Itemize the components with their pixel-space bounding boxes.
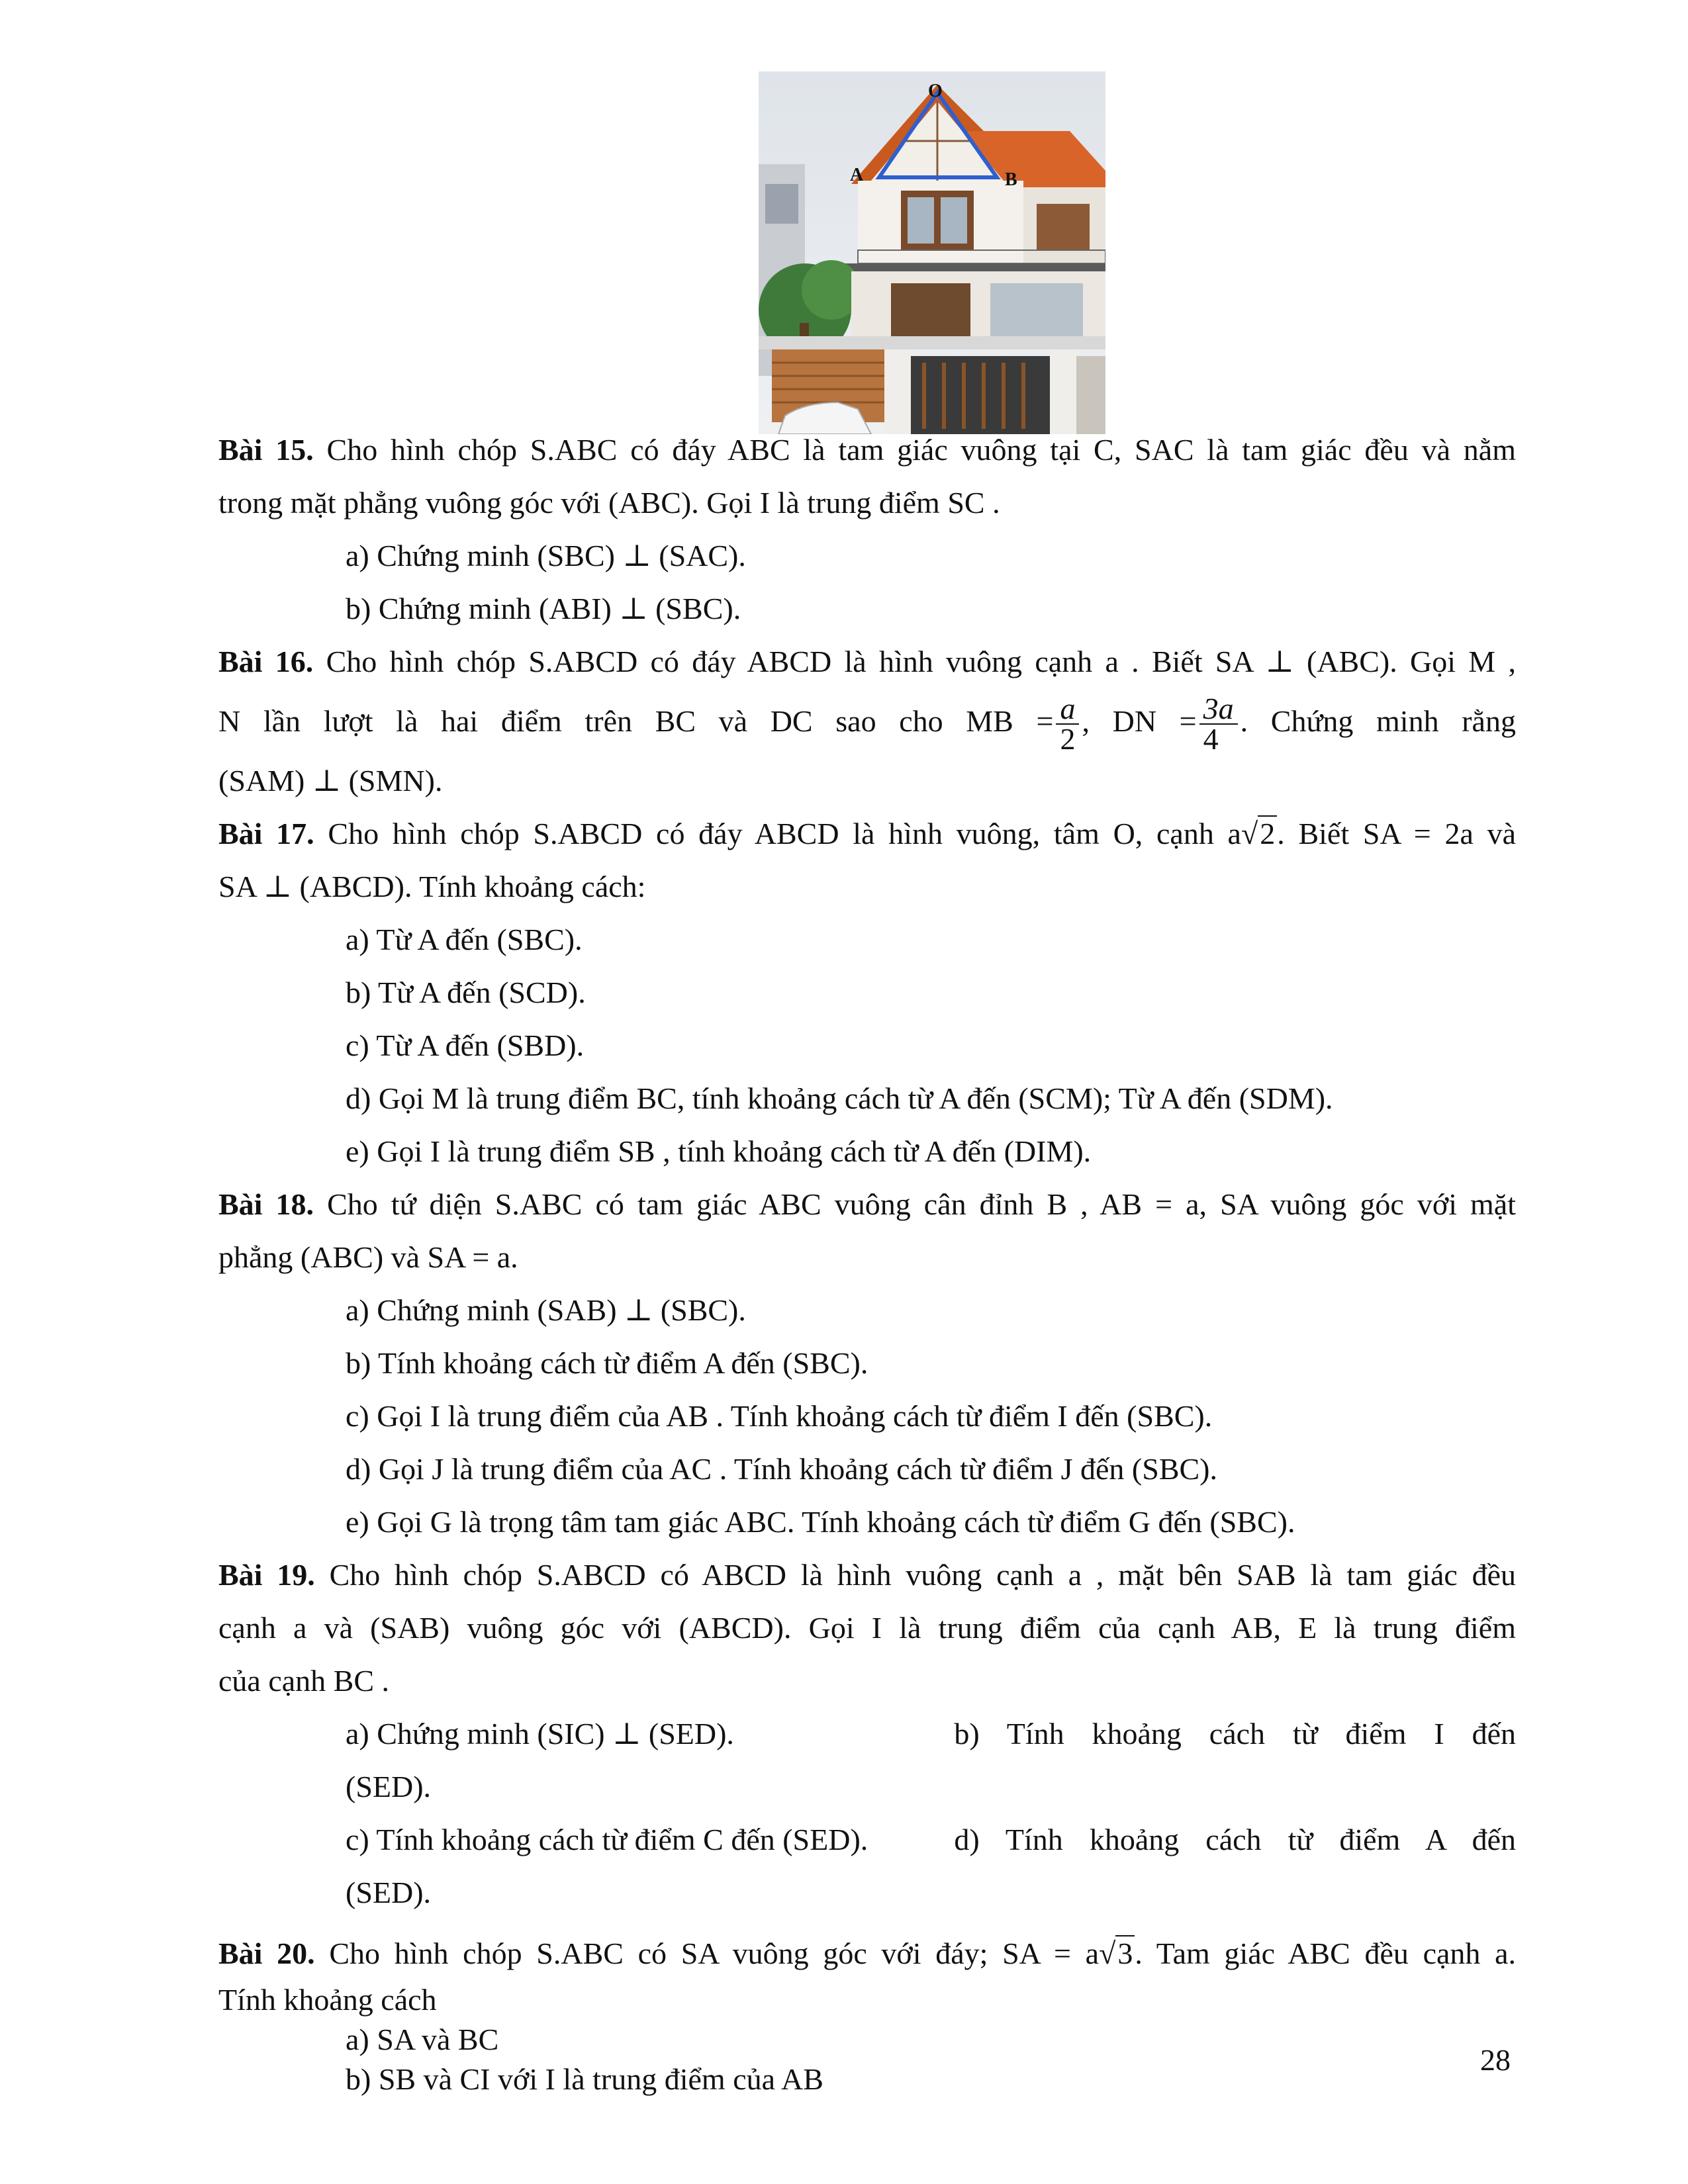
b16-heading: Bài 16.: [218, 645, 314, 678]
b19-item-b1: b) Tính khoảng cách từ điểm I đến: [954, 1717, 1516, 1751]
b19-text1: Cho hình chóp S.ABCD có ABCD là hình vuông cạnh a , mặt bên SAB là tam giác đều: [329, 1558, 1517, 1592]
b18-line2: phẳng (ABC) và SA = a.: [218, 1240, 518, 1274]
b16-text2a: N lần lượt là hai điểm trên BC và DC sao cho MB =: [218, 704, 1054, 738]
b15-line1: [218, 424, 1516, 477]
sqrt-2: 2: [1258, 815, 1277, 850]
b18-item-b: b) Tính khoảng cách từ điểm A đến (SBC).: [346, 1346, 868, 1380]
b16-text1: Cho hình chóp S.ABCD có đáy ABCD là hình vuông cạnh a . Biết SA ⊥ (ABC). Gọi M ,: [326, 645, 1517, 678]
label-b: B: [1005, 169, 1017, 190]
b15-heading: Bài 15.: [218, 433, 314, 467]
b19-item-c: c) Tính khoảng cách từ điểm C đến (SED).: [346, 1823, 868, 1856]
b19-heading: Bài 19.: [218, 1558, 315, 1592]
b20-line1: Bài 20. Cho hình chóp S.ABC có SA vuông góc với đáy; SA = a√3. Tam giác ABC đều cạnh a.: [218, 1936, 1517, 1970]
fraction-3a-over-4: $\frac{3a}{4}$: [1199, 694, 1238, 754]
house-figure: [759, 71, 1105, 434]
b18-item-c: c) Gọi I là trung điểm của AB . Tính khoảng cách từ điểm I đến (SBC).: [346, 1399, 1213, 1433]
b17-item-b: b) Từ A đến (SCD).: [346, 976, 586, 1009]
b15-item-a: a) Chứng minh (SBC) ⊥ (SAC).: [346, 539, 746, 572]
page-number: 28: [1480, 2043, 1511, 2077]
b18-heading: Bài 18.: [218, 1187, 314, 1221]
b18-item-a: a) Chứng minh (SAB) ⊥ (SBC).: [346, 1293, 746, 1327]
b15-item-b: b) Chứng minh (ABI) ⊥ (SBC).: [346, 592, 741, 625]
b20-item-b: b) SB và CI với I là trung điểm của AB: [346, 2062, 823, 2096]
b19-row-cd: [346, 1813, 1516, 1866]
b18-item-d: d) Gọi J là trung điểm của AC . Tính khoảng cách từ điểm J đến (SBC).: [346, 1452, 1217, 1486]
b15-line2: [218, 477, 1516, 529]
b17-heading: Bài 17.: [218, 817, 314, 850]
b17-item-a: a) Từ A đến (SBC).: [346, 923, 583, 956]
b18-line1: [218, 1178, 1516, 1231]
b15-text2: trong mặt phẳng vuông góc với (ABC). Gọi I là trung điểm SC .: [218, 486, 1000, 520]
label-a: A: [850, 165, 864, 185]
b17-text1a: Cho hình chóp S.ABCD có đáy ABCD là hình vuông, tâm O, cạnh a: [328, 817, 1241, 850]
b20-text1a: Cho hình chóp S.ABC có SA vuông góc với đáy; SA = a: [329, 1936, 1100, 1970]
b19-row-ab: [346, 1707, 1516, 1760]
label-o: O: [928, 81, 943, 101]
b20-text1b: . Tam giác ABC đều cạnh a.: [1135, 1936, 1517, 1970]
b16-line3: (SAM) ⊥ (SMN).: [218, 764, 443, 797]
b19-line2: cạnh a và (SAB) vuông góc với (ABCD). Gọi I là trung điểm của cạnh AB, E là trung điểm: [218, 1611, 1516, 1645]
b17-item-e: e) Gọi I là trung điểm SB , tính khoảng cách từ A đến (DIM).: [346, 1134, 1092, 1168]
b20-line2: Tính khoảng cách: [218, 1983, 437, 2017]
b20-item-a: a) SA và BC: [346, 2023, 499, 2056]
b16-text2b: , DN =: [1082, 704, 1197, 738]
b19-item-b2: (SED).: [346, 1770, 432, 1803]
b17-item-c: c) Từ A đến (SBD).: [346, 1028, 585, 1062]
b19-item-a: a) Chứng minh (SIC) ⊥ (SED).: [346, 1717, 734, 1751]
b17-line1: Bài 17. Cho hình chóp S.ABCD có đáy ABCD là hình vuông, tâm O, cạnh a√2. Biết SA = 2a và: [218, 817, 1517, 850]
b17-line2: SA ⊥ (ABCD). Tính khoảng cách:: [218, 870, 646, 903]
b15-text1: Cho hình chóp S.ABC có đáy ABC là tam giác vuông tại C, SAC là tam giác đều và nằm: [326, 433, 1516, 467]
b19-item-d1: d) Tính khoảng cách từ điểm A đến: [954, 1823, 1516, 1856]
b16-text2c: . Chứng minh rằng: [1240, 704, 1516, 738]
b19-line3: của cạnh BC .: [218, 1664, 390, 1698]
sqrt-3: 3: [1115, 1935, 1135, 1970]
b18-text1: Cho tứ diện S.ABC có tam giác ABC vuông cân đỉnh B , AB = a, SA vuông góc với mặt: [327, 1187, 1517, 1221]
b16-line1: [218, 635, 1516, 688]
exercise-content: [218, 424, 1516, 2099]
b19-line1: [218, 1549, 1516, 1602]
b18-item-e: e) Gọi G là trọng tâm tam giác ABC. Tính khoảng cách từ điểm G đến (SBC).: [346, 1505, 1295, 1539]
b16-line2: [218, 688, 1516, 754]
b20-heading: Bài 20.: [218, 1936, 315, 1970]
fraction-a-over-2: $\frac{a}{2}$: [1056, 694, 1079, 754]
house-illustration: [759, 71, 1105, 434]
b17-text1b: . Biết SA = 2a và: [1277, 817, 1517, 850]
b19-item-d2: (SED).: [346, 1876, 432, 1909]
b17-item-d: d) Gọi M là trung điểm BC, tính khoảng cách từ A đến (SCM); Từ A đến (SDM).: [346, 1081, 1333, 1115]
